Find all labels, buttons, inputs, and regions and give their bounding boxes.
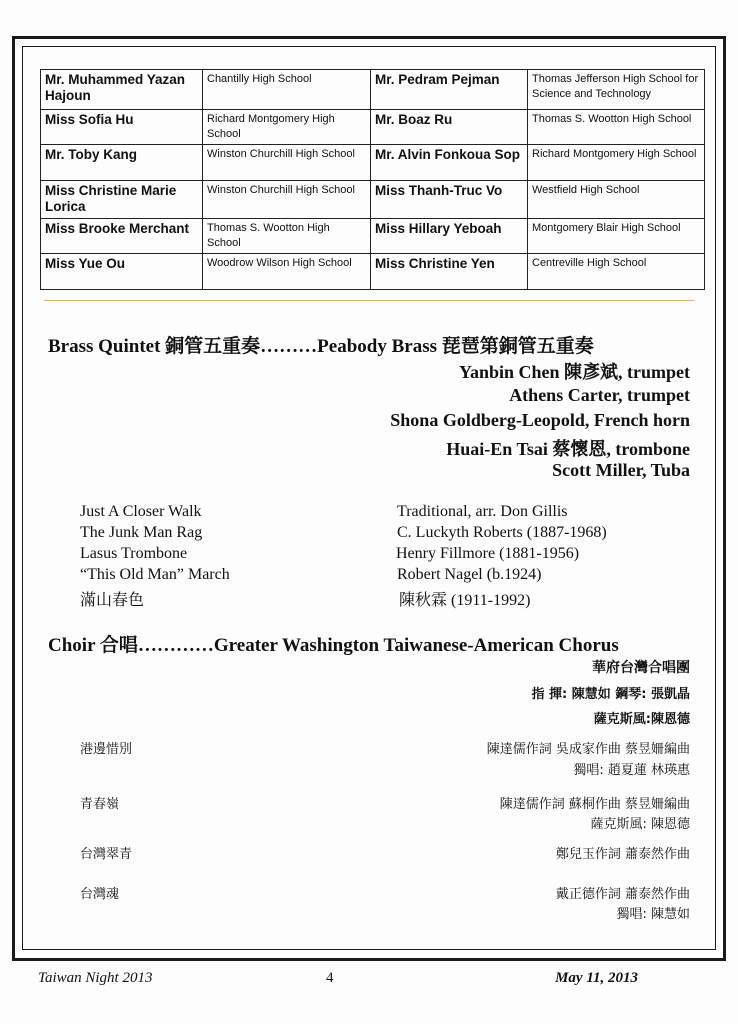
song-soloist: 獨唱: 陳慧如 bbox=[616, 907, 690, 922]
school-name: Thomas S. Wootton High School bbox=[528, 110, 705, 145]
student-name: Miss Yue Ou bbox=[41, 254, 203, 290]
piece-title: The Junk Man Rag bbox=[80, 524, 203, 541]
song-title: 青春嶺 bbox=[80, 797, 120, 812]
piece-title: Lasus Trombone bbox=[80, 545, 188, 562]
song-title: 台灣魂 bbox=[80, 887, 120, 902]
table-row bbox=[41, 110, 705, 145]
school-name: Thomas Jefferson High School for Science and Technology bbox=[528, 70, 705, 110]
piece-composer: Henry Fillmore (1881-1956) bbox=[396, 545, 580, 562]
page-number: 4 bbox=[326, 970, 334, 986]
song-soloist: 薩克斯風: 陳恩德 bbox=[590, 817, 690, 832]
student-name: Miss Brooke Merchant bbox=[41, 219, 203, 254]
piece-composer: Robert Nagel (b.1924) bbox=[397, 566, 542, 583]
student-name: Mr. Toby Kang bbox=[41, 145, 203, 181]
student-name: Miss Christine Yen bbox=[371, 254, 528, 290]
footer-event-name: Taiwan Night 2013 bbox=[38, 970, 153, 986]
table-row bbox=[41, 181, 705, 219]
choir-heading: Choir 合唱…………Greater Washington Taiwanese-American Chorus bbox=[48, 635, 619, 656]
school-name: Winston Churchill High School bbox=[203, 181, 371, 219]
footer-date: May 11, 2013 bbox=[555, 970, 638, 986]
saxophone-line: 薩克斯風:陳恩德 bbox=[593, 712, 690, 727]
song-credits: 鄭兒玉作詞 蕭泰然作曲 bbox=[555, 847, 690, 862]
performer-line: Yanbin Chen 陳彥斌, trumpet bbox=[458, 362, 690, 382]
song-title: 台灣翠青 bbox=[80, 847, 133, 862]
school-name: Richard Montgomery High School bbox=[203, 110, 371, 145]
school-name: Thomas S. Wootton High School bbox=[203, 219, 371, 254]
brass-quintet-heading: Brass Quintet 銅管五重奏………Peabody Brass 琵琶第銅管五重奏 bbox=[48, 336, 594, 357]
song-title: 港邊惜別 bbox=[80, 742, 133, 757]
performer-line: Shona Goldberg-Leopold, French horn bbox=[390, 410, 690, 430]
choir-chinese-name: 華府台灣合唱團 bbox=[592, 660, 690, 676]
section-divider bbox=[44, 300, 694, 301]
performer-line: Athens Carter, trumpet bbox=[509, 385, 690, 405]
student-name: Mr. Alvin Fonkoua Sop bbox=[371, 145, 528, 181]
performer-line: Scott Miller, Tuba bbox=[552, 460, 690, 480]
school-name: Winston Churchill High School bbox=[203, 145, 371, 181]
piece-title: Just A Closer Walk bbox=[80, 503, 202, 520]
student-name: Miss Hillary Yeboah bbox=[371, 219, 528, 254]
student-name: Miss Christine Marie Lorica bbox=[41, 181, 203, 219]
winners-table bbox=[40, 69, 705, 290]
student-name: Miss Sofia Hu bbox=[41, 110, 203, 145]
school-name: Richard Montgomery High School bbox=[528, 145, 705, 181]
performer-line: Huai-En Tsai 蔡懷恩, trombone bbox=[446, 439, 690, 459]
school-name: Woodrow Wilson High School bbox=[203, 254, 371, 290]
student-name: Miss Thanh-Truc Vo bbox=[371, 181, 528, 219]
piece-composer: 陳秋霖 (1911-1992) bbox=[399, 592, 531, 609]
table-row bbox=[41, 145, 705, 181]
song-credits: 戴正德作詞 蕭泰然作曲 bbox=[555, 887, 690, 902]
student-name: Mr. Pedram Pejman bbox=[371, 70, 528, 110]
table-row bbox=[41, 254, 705, 290]
conductor-pianist-line: 指 揮: 陳慧如 鋼琴: 張凱晶 bbox=[531, 687, 690, 702]
piece-composer: Traditional, arr. Don Gillis bbox=[397, 503, 568, 520]
school-name: Westfield High School bbox=[528, 181, 705, 219]
piece-composer: C. Luckyth Roberts (1887-1968) bbox=[397, 524, 607, 541]
song-credits: 陳達儒作詞 蘇桐作曲 蔡昱姍編曲 bbox=[499, 797, 690, 812]
table-row bbox=[41, 70, 705, 110]
piece-title: 滿山春色 bbox=[80, 592, 145, 609]
song-soloist: 獨唱: 趙夏蓮 林瑛惠 bbox=[573, 763, 690, 778]
student-name: Mr. Boaz Ru bbox=[371, 110, 528, 145]
song-credits: 陳達儒作詞 吳成家作曲 蔡昱姍編曲 bbox=[486, 742, 690, 757]
school-name: Montgomery Blair High School bbox=[528, 219, 705, 254]
table-row bbox=[41, 219, 705, 254]
piece-title: “This Old Man” March bbox=[80, 566, 230, 583]
student-name: Mr. Muhammed Yazan Hajoun bbox=[41, 70, 203, 110]
school-name: Centreville High School bbox=[528, 254, 705, 290]
school-name: Chantilly High School bbox=[203, 70, 371, 110]
